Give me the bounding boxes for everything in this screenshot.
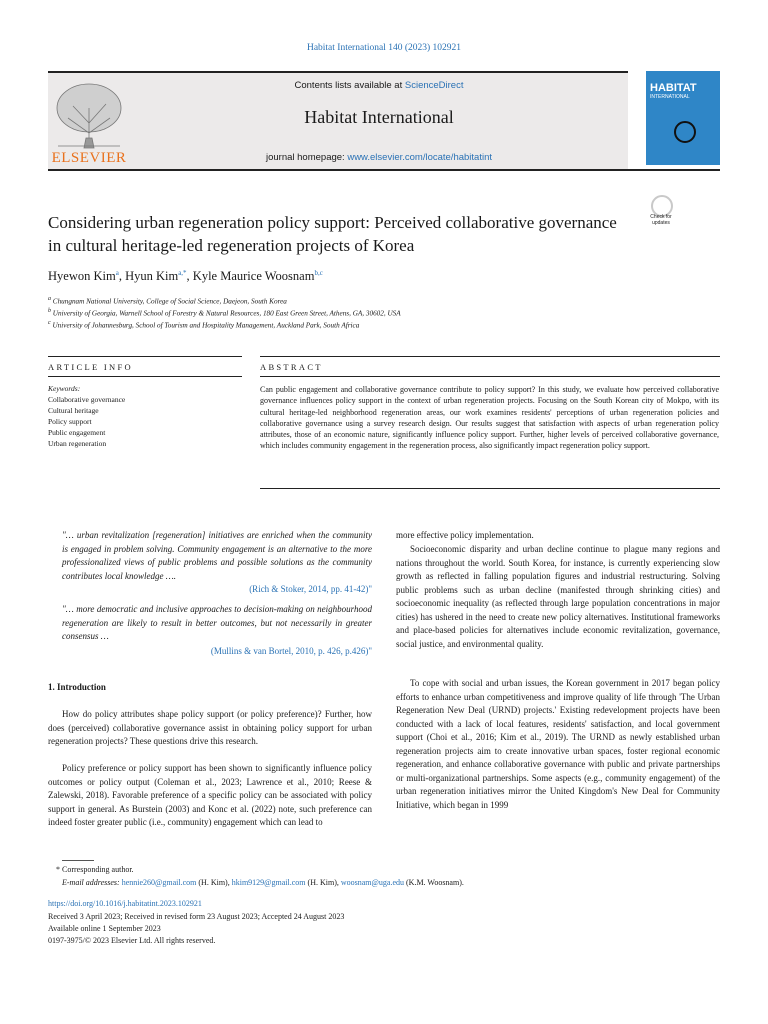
author-name: Kyle Maurice Woosnam <box>192 269 315 284</box>
author-name: Hyewon Kim <box>48 269 116 284</box>
available-online: Available online 1 September 2023 <box>48 924 161 933</box>
abstract-rule <box>260 356 720 357</box>
publisher-name: ELSEVIER <box>51 150 127 166</box>
article-title: Considering urban regeneration policy support: Perceived collaborative governance in cultural heritage-led regeneration projects of Korea <box>48 213 617 255</box>
author-list: Hyewon Kim$^a$, Hyun Kim$^{a,*}$, Kyle Maurice Woosnam$^{b,c}$ <box>48 269 323 284</box>
author-affil-mark[interactable]: a,* <box>178 269 187 277</box>
section-heading: 1. Introduction <box>48 682 106 692</box>
author-name: Hyun Kim <box>125 269 179 284</box>
copyright-line: 0197-3975/© 2023 Elsevier Ltd. All rights reserved. <box>48 936 216 945</box>
check-for-updates-badge[interactable] <box>646 193 676 229</box>
abstract-heading: ABSTRACT <box>260 362 323 372</box>
abstract-rule-2 <box>260 376 720 377</box>
author-affil-mark[interactable]: a <box>115 269 119 277</box>
epigraph-citation: (Rich & Stoker, 2014, pp. 41-42)" <box>249 584 372 594</box>
body-paragraph: Policy preference or policy support has been shown to significantly influence policy outcomes or policy output (Coleman et al., 2023; Lawrence et al., 2010; Reese & Zalewski, 2018). Favorable preference of a specific policy can be associated with policy support in general. As Burstein (2003) and Konc et al. (2022) note, such preference can indeed foster greater public (i.e., community) engagement which can lead to <box>48 763 372 827</box>
article-info-rule <box>48 356 242 357</box>
body-paragraph: How do policy attributes shape policy support (or policy preference)? Further, how does (perceived) collaborative governance assist in obtaining policy support for urban regeneration projects? These questions drive this research. <box>48 709 372 746</box>
journal-homepage <box>130 152 628 163</box>
header-rule <box>48 169 720 171</box>
keyword: Collaborative governance <box>48 395 126 404</box>
article-info-heading: ARTICLE INFO <box>48 362 133 372</box>
email-link[interactable]: hkim9129@gmail.com <box>231 878 306 887</box>
epigraph-citation: (Mullins & van Bortel, 2010, p. 426, p.426)" <box>210 646 372 656</box>
corresponding-author-note: * Corresponding author. <box>56 865 134 874</box>
badge-label-line-1: Check for <box>650 214 672 220</box>
footnote-rule <box>62 860 94 861</box>
cover-emblem-icon <box>674 121 696 143</box>
email-link[interactable]: hennie260@gmail.com <box>121 878 197 887</box>
badge-label <box>646 214 676 226</box>
abstract-end-rule <box>260 488 720 489</box>
homepage-prefix: journal homepage: <box>265 152 348 163</box>
badge-label-line-2: updates <box>652 220 670 226</box>
epigraph-quote: "… more democratic and inclusive approaches to decision-making on neighbourhood regeneration are likely to result in better outcomes, but not necessarily in greater consensus … <box>62 604 372 641</box>
author-affil-mark[interactable]: b,c <box>314 269 323 277</box>
email-addresses: E-mail addresses: hennie260@gmail.com (H. Kim), hkim9129@gmail.com (H. Kim), woosnam@uga.edu (K.M. Woosnam). <box>62 878 464 887</box>
received-dates: Received 3 April 2023; Received in revised form 23 August 2023; Accepted 24 August 2023 <box>48 912 345 921</box>
keyword: Public engagement <box>48 428 106 437</box>
email-link[interactable]: woosnam@uga.edu <box>340 878 404 887</box>
keyword: Policy support <box>48 417 92 426</box>
affiliation: $^c$ University of Johannesburg, School of Tourism and Hospitality Management, Auckland Park, South Africa <box>48 320 360 330</box>
homepage-link[interactable]: www.elsevier.com/locate/habitatint <box>347 152 493 163</box>
keywords-label: Keywords: <box>48 384 81 393</box>
cover-title: HABITAT <box>650 82 697 94</box>
journal-title: Habitat International <box>304 107 454 127</box>
contents-line <box>130 80 628 91</box>
journal-cover[interactable] <box>646 71 720 165</box>
contents-prefix: Contents lists available at <box>294 80 405 91</box>
keyword: Urban regeneration <box>48 439 107 448</box>
body-paragraph: more effective policy implementation. <box>396 530 534 540</box>
sciencedirect-link[interactable]: ScienceDirect <box>404 80 464 91</box>
cover-subtitle: INTERNATIONAL <box>650 94 690 100</box>
abstract-text: Can public engagement and collaborative governance contribute to policy support? In this study, we evaluate how perceived collaborative governance influences policy support in the context of urban regeneration projects. Focusing on the South Korean city of Mokpo, with its cultural heritage-led neighborhood regeneration areas, our work examines residents' perceptions of urban regeneration policies and collaborative governance using a survey research design. Our results suggest that satisfaction with aspects of urban regeneration policy attributes, those of an economic nature, significantly influence policy support. Further, higher levels of perceived collaborative governance, which includes community engagement in the regeneration process, also significantly impact regeneration policy support. <box>260 385 719 451</box>
epigraph-quote: "… urban revitalization [regeneration] initiatives are enriched when the community is engaged in problem solving. Community engagement is an alternative to the more professionalized views of public problems and possible solutions as the community contributes local knowledge …. <box>62 530 372 581</box>
keyword: Cultural heritage <box>48 406 99 415</box>
affiliation: $^b$ University of Georgia, Warnell School of Forestry & Natural Resources, 180 East Green Street, Athens, GA, 30602, USA <box>48 308 401 318</box>
journal-citation[interactable]: Habitat International 140 (2023) 102921 <box>306 43 462 53</box>
doi-link[interactable]: https://doi.org/10.1016/j.habitatint.2023.102921 <box>48 899 202 908</box>
article-info-rule-2 <box>48 376 242 377</box>
body-paragraph: To cope with social and urban issues, the Korean government in 2017 began policy efforts to enhance urban competitiveness and improve quality of life through 'The Urban Regeneration New Deal (URND) projects.' Existing redevelopment projects have been conducted with a lack of local features, residents' satisfaction, and local government support (Choi et al., 2016; Kim et al., 2019). The URND as newly established urban regeneration projects aim to create innovative urban spaces, foster regional economic regeneration, and enhance collaborative governance with public and private partnerships or multi-organizational partnerships. Some aspects (e.g., community engagement) of the urban regeneration initiatives mirror the United Kingdom's New Deal for Community Initiative, which began in 1999 <box>396 678 720 810</box>
affiliation: $^a$ Chungnam National University, College of Social Science, Daejeon, South Korea <box>48 296 287 306</box>
body-paragraph: Socioeconomic disparity and urban decline continue to plague many regions and nations throughout the world. South Korea, for instance, is currently experiencing slow growth as reflected in falling population figures and industrial restructuring. Solving public problems such as urban decline (manifested through shrinking cities) and socioeconomic inequality (as reflected through large population concentrations in major cities) has ushered in the need to create new policy alternatives. Institutional frameworks and place-based policies for alternatives include economic revitalization, governance, social justice, and environmental quality. <box>396 544 720 649</box>
